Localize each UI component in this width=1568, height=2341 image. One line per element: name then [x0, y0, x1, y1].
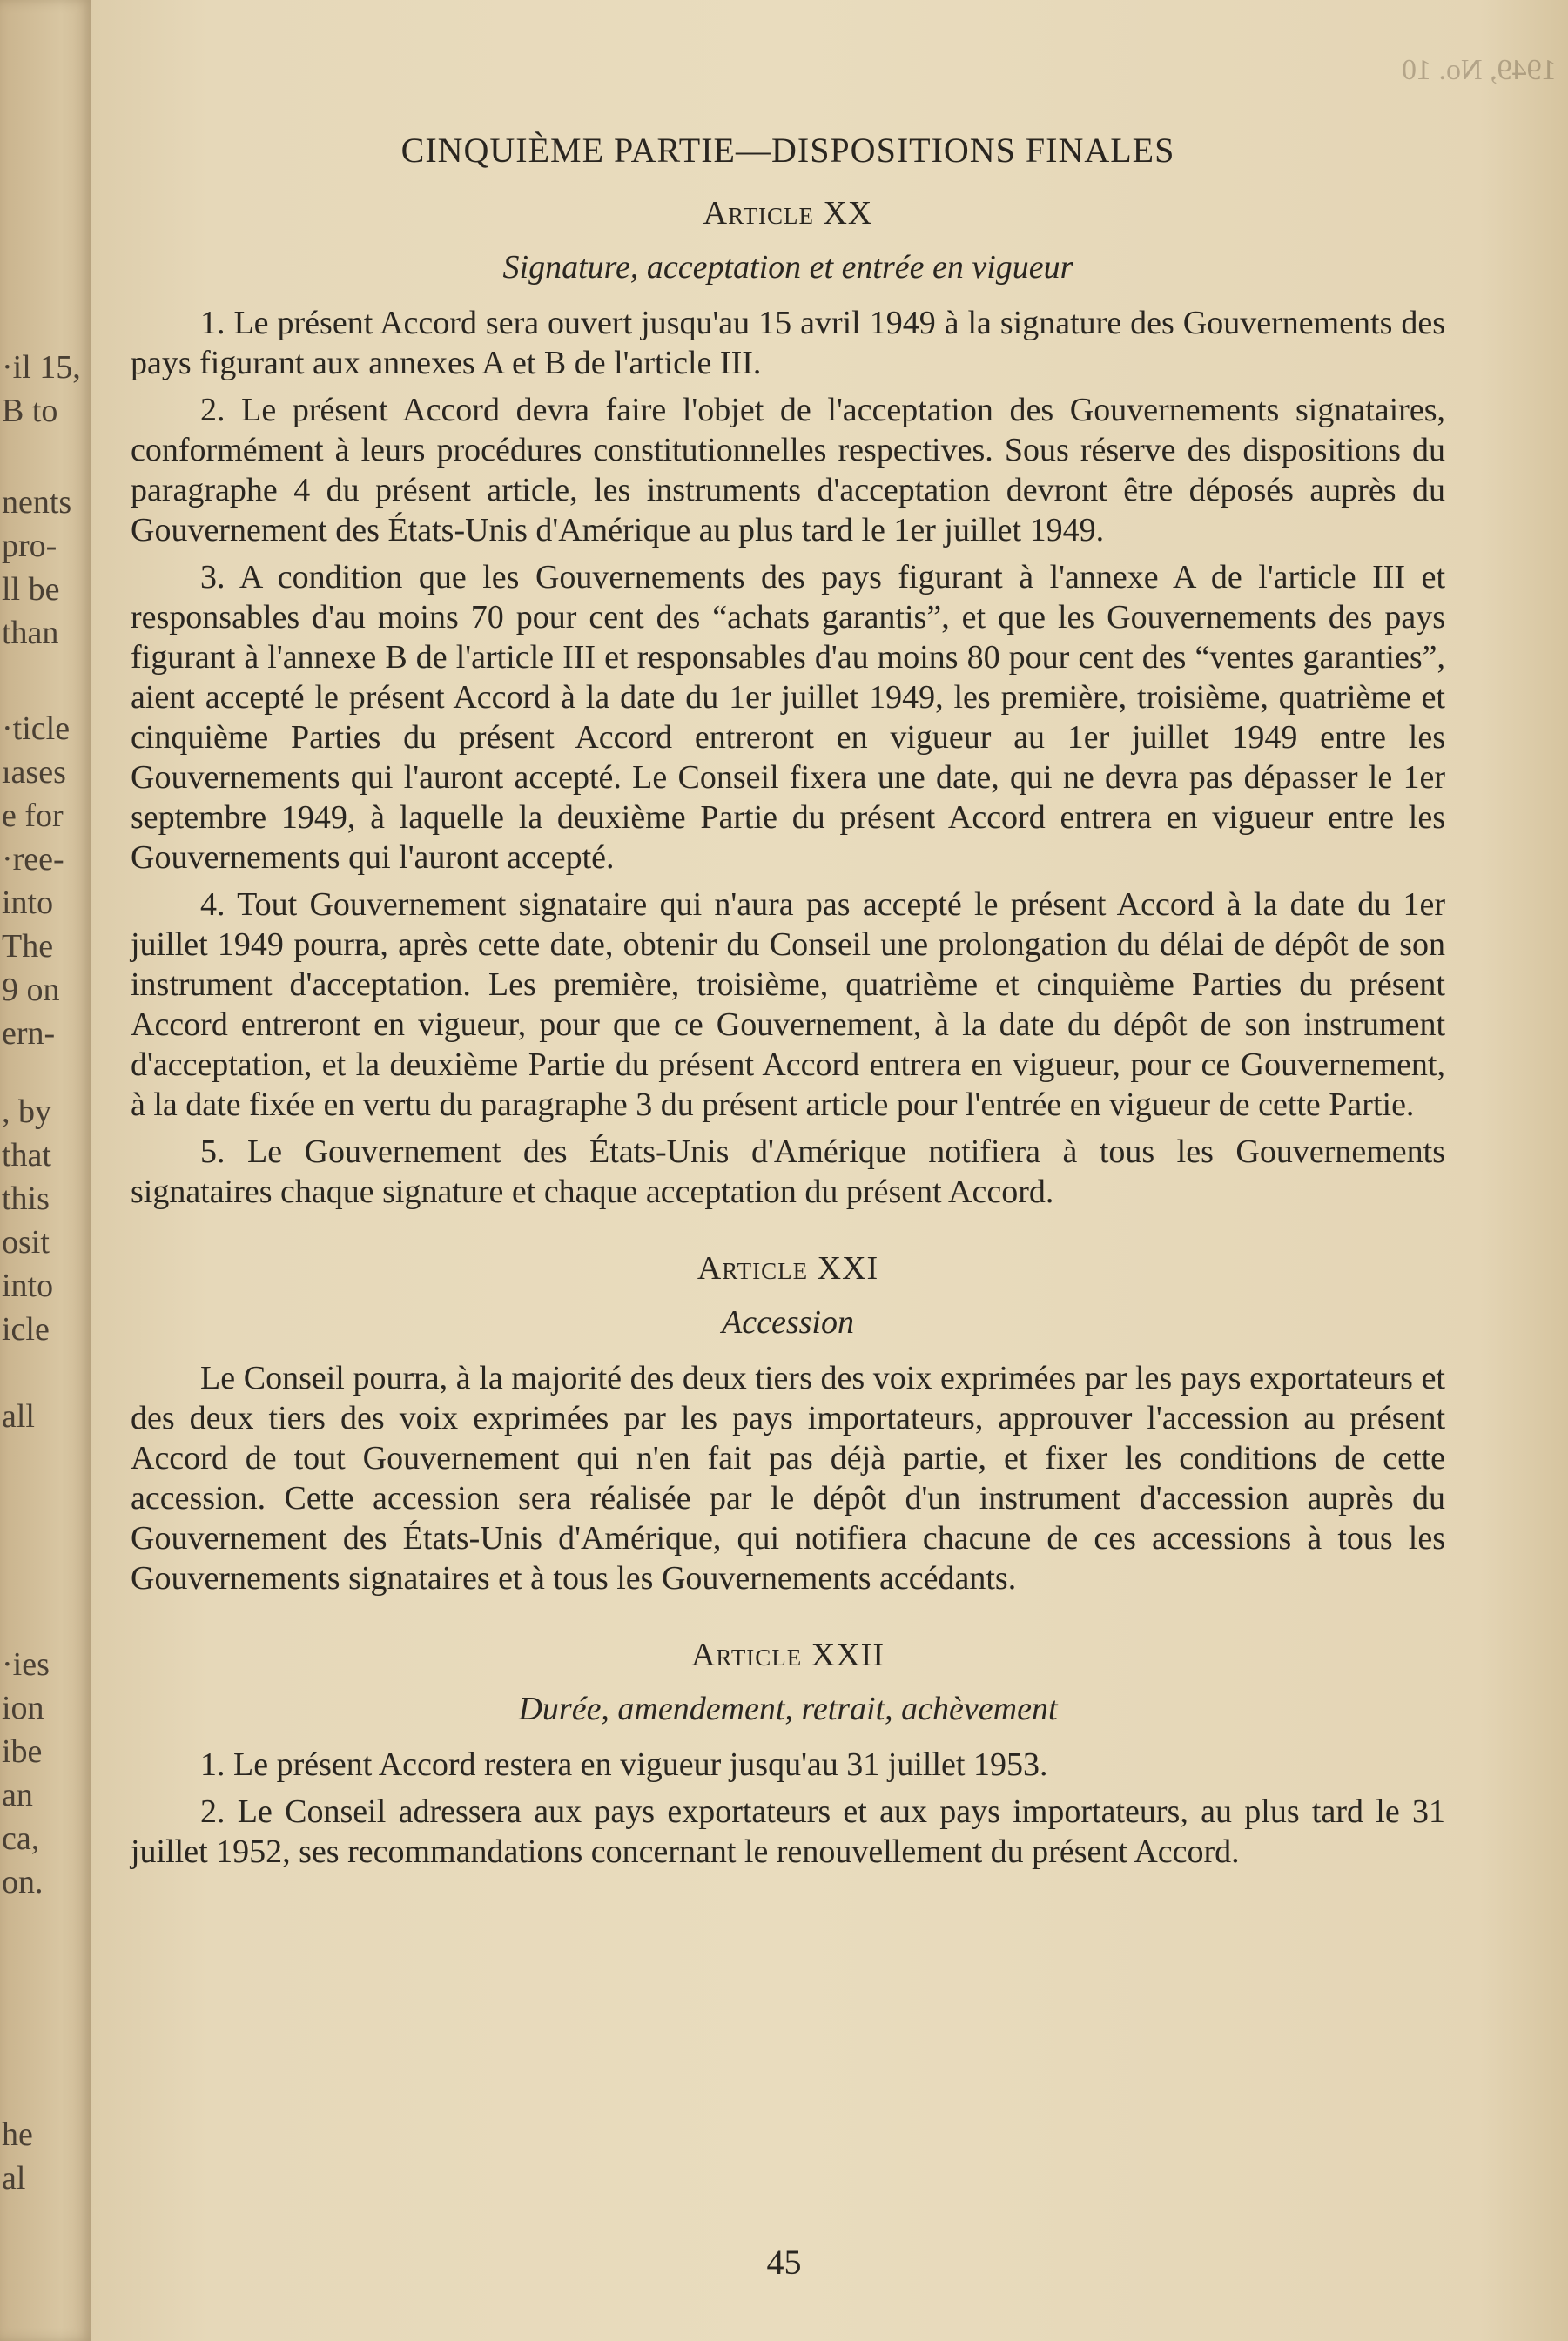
article-xxii	[131, 1635, 1445, 1872]
article-paragraph: 3. A condition que les Gouvernements des pays figurant à l'annexe A de l'article III et responsables d'au moins 70 pour cent des “achats garantis”, et que les Gouvernements des pays figurant à l'annexe B de l'article III et responsables d'au moins 80 pour cent des “ventes garanties”, aient accepté le présent Accord à la date du 1er juillet 1949, les première, troisième, quatrième et cinquième Parties du présent Accord entreront en vigueur au 1er juillet 1949 entre les Gouvernements qui l'auront accepté. Le Conseil fixera une date, qui ne devra pas dépasser le 1er septembre 1949, à laquelle la deuxième Partie du présent Accord entrera en vigueur entre les Gouvernements qui l'auront accepté.	[131, 559, 1445, 876]
article-paragraph: Le Conseil pourra, à la majorité des deux tiers des voix exprimées par les pays exportateurs et des deux tiers des voix exprimées par les pays importateurs, approuver l'accession au présent Accord de tout Gouvernement qui n'en fait pas déjà partie, et fixer les conditions de cette accession. Cette accession sera réalisée par le dépôt d'un instrument d'accession auprès du Gouvernement des États-Unis d'Amérique, qui notifiera chacune de ces accessions à tous les Gouvernements signataires et à tous les Gouvernements accédants.	[131, 1360, 1445, 1597]
facing-text-line: he	[2, 2116, 33, 2153]
facing-text-line: into	[2, 885, 54, 921]
facing-text-line: osit	[2, 1224, 50, 1261]
part-title: CINQUIÈME PARTIE—DISPOSITIONS FINALES	[400, 131, 1175, 170]
facing-text-line: icle	[2, 1311, 50, 1348]
article-paragraph: 1. Le présent Accord sera ouvert jusqu'au 15 avril 1949 à la signature des Gouvernements des pays figurant aux annexes A et B de l'article III.	[131, 305, 1445, 381]
facing-text-line: into	[2, 1268, 54, 1304]
facing-text-line: ion	[2, 1690, 44, 1726]
facing-text-line: e for	[2, 797, 64, 834]
article-paragraph: 2. Le présent Accord devra faire l'objet de l'acceptation des Gouvernements signataires, conformément à leurs procédures constitutionnelles respectives. Sous réserve des dispositions du paragraphe 4 du présent article, les instruments d'acceptation devront être déposés auprès du Gouvernement des États-Unis d'Amérique au plus tard le 1er juillet 1949.	[131, 392, 1445, 548]
section-gap	[131, 1605, 1445, 1635]
article-paragraph: 4. Tout Gouvernement signataire qui n'aura pas accepté le présent Accord à la date du 1er juillet 1949 pourra, après cette date, obtenir du Conseil une prolongation du délai de dépôt de son instrument d'acceptation. Les première, troisième, quatrième et cinquième Parties du présent Accord entreront en vigueur, pour que ce Gouvernement, à la date du dépôt de son instrument d'acceptation, et la deuxième Partie du présent Accord entrera en vigueur, pour ce Gouvernement, à la date fixée en vertu du paragraphe 3 du présent article pour l'entrée en vigueur de cette Partie.	[131, 886, 1445, 1123]
article-subtitle: Accession	[722, 1304, 854, 1341]
facing-page-fragment	[0, 0, 96, 2341]
article-xx	[131, 193, 1445, 1212]
facing-text-line: ·ticle	[2, 710, 71, 747]
facing-text-line: , by	[2, 1093, 51, 1130]
facing-text-line: ibe	[2, 1733, 43, 1770]
article-paragraph: 1. Le présent Accord restera en vigueur jusqu'au 31 juillet 1953.	[200, 1746, 1048, 1783]
show-through-header: 1949, No. 10	[1402, 54, 1557, 86]
page-number: 45	[766, 2243, 802, 2282]
facing-text-line: 9 on	[2, 972, 60, 1008]
facing-text-line: B to	[2, 393, 58, 429]
facing-text-line: all	[2, 1398, 35, 1435]
article-heading: Article XXI	[697, 1250, 879, 1287]
facing-text-line: than	[2, 615, 59, 651]
facing-text-line: on.	[2, 1864, 44, 1900]
facing-text-line: nents	[2, 484, 72, 521]
facing-text-line: ca,	[2, 1820, 40, 1857]
facing-text-line: an	[2, 1777, 33, 1813]
article-heading: Article XX	[703, 195, 873, 232]
article-xxi	[131, 1248, 1445, 1598]
facing-text-line: ·ree-	[2, 841, 64, 878]
article-subtitle: Durée, amendement, retrait, achèvement	[518, 1691, 1058, 1727]
facing-text-line: that	[2, 1137, 51, 1174]
facing-text-line: ·ies	[2, 1646, 50, 1683]
article-subtitle: Signature, acceptation et entrée en vigueur	[502, 249, 1073, 286]
article-heading: Article XXII	[690, 1637, 885, 1673]
facing-text-line: ·il 15,	[2, 349, 81, 386]
facing-text-line: this	[2, 1181, 50, 1217]
section-gap	[131, 1219, 1445, 1248]
facing-text-line: ll be	[2, 571, 60, 608]
facing-text-line: ıases	[2, 754, 66, 790]
page-body	[131, 131, 1445, 1879]
article-paragraph: 5. Le Gouvernement des États-Unis d'Amérique notifiera à tous les Gouvernements signataires chaque signature et chaque acceptation du présent Accord.	[131, 1134, 1445, 1210]
article-paragraph: 2. Le Conseil adressera aux pays exportateurs et aux pays importateurs, au plus tard le 31 juillet 1952, ses recommandations concernant le renouvellement du présent Accord.	[131, 1793, 1445, 1870]
facing-text-line: pro-	[2, 528, 57, 564]
facing-text-line: ern-	[2, 1015, 56, 1052]
facing-text-line: al	[2, 2160, 26, 2196]
facing-text-line: The	[2, 928, 54, 965]
